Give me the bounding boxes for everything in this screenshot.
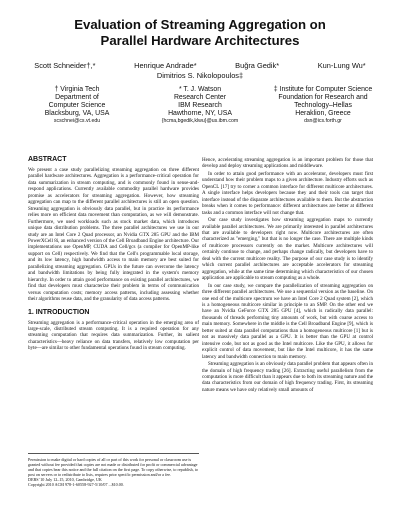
- body-paragraph: Hence, accelerating streaming aggregation is an important problem for those that develop and deploy streaming applications and middleware.: [202, 157, 373, 170]
- affil-line: † Virginia Tech: [54, 86, 100, 93]
- body-paragraph: In our case study, we compare the parallelization of streaming aggregation on three different parallel architectures. We use a sequential version as the baseline. On one end of the multicore spectrum we have an Intel Core 2 Quad system [2], which is a homogeneous multicore similar in principle to an SMP. On the other end we have an Nvidia GeForce GTX 285 GPU [4], which is radically data parallel: thousands of threads performing tiny amounts of work, but with coarse access to main memory. Somewhere in the middle is the Cell Broadband Engine [9], which is better suited at data parallel computations than a homogeneous multicore [1] but is not as massively data parallel as a GPU. It is better than the GPU at control intensive code, but not as good as the Intel multicore. Like the GPU, it allows for explicit control of data movement, but like the Intel multicore, it has the same latency and bandwidth connection to main memory.: [202, 282, 373, 360]
- right-column: [202, 157, 373, 394]
- copyright-notice: [28, 453, 199, 488]
- author-4: Kun-Lung Wu*: [317, 61, 366, 70]
- body-paragraph: In order to attain good performance with an accelerator, developers must first understand how their problem maps to a given architecture. Industry efforts such as OpenCL [17] try to corner a common interface for different multicore architectures. A single interface helps developers because they and their tools can target that interface instead of the disparate architectures available to them. But the abstraction breaks when it comes to performance: different architectures are better at different tasks and a common interface will not change that.: [202, 170, 373, 216]
- paper-title: [0, 17, 400, 48]
- affil-line: Department of: [55, 94, 99, 102]
- affiliation-ibm: [141, 86, 259, 125]
- author-1: Scott Schneider†,*: [34, 61, 96, 70]
- author-2: Henrique Andrade*: [134, 61, 197, 70]
- affil-line: Heraklion, Greece: [295, 110, 351, 118]
- affil-line: * T. J. Watson: [178, 86, 222, 93]
- authors-row-1: [15, 61, 385, 70]
- author-5: Dimitrios S. Nikolopoulos‡: [156, 71, 244, 80]
- affil-line: IBM Research: [178, 102, 222, 110]
- affil-line: Foundation for Research and: [278, 94, 368, 102]
- intro-paragraph: Streaming aggregation is a performance-critical operation in the emerging area of large-scale, distributed stream computing. It is a required operation for any streaming computation that requires data summarization. Further, its salient characteristics—heavy reliance on data transfers, relatively low computation per byte—are similar to other fundamental operations found in stream computing.: [28, 319, 199, 352]
- affil-line: Blacksburg, VA, USA: [44, 110, 110, 118]
- affil-line: Hawthorne, NY, USA: [168, 110, 232, 118]
- affil-line: Technology–Hellas: [294, 102, 352, 110]
- affil-line: Computer Science: [48, 102, 106, 110]
- title-line-2: Parallel Hardware Architectures: [100, 32, 300, 48]
- body-paragraph: Streaming aggregation is an obviously data parallel problem that appears often in the domain of high frequency trading [26]. Extracting useful parallelism from the computation is more difficult than it appears due to both its streaming nature and the data characteristics from our domain of high frequency trading. First, its streaming nature means we have only relatively small amounts of: [202, 361, 373, 393]
- abstract-text: We present a case study parallelizing streaming aggregation on three different parallel hardware architectures. Aggregation is a performance-critical operation for data summarization in stream computing, and is commonly found in sense-and-respond applications. Currently available commodity parallel hardware provides promise as accelerators for streaming aggregation. However, how streaming aggregation can map to the different parallel architectures is still an open question. Streaming aggregation is obviously data parallel, but in practice its performance relies more on efficient data movement than computation, as we will demonstrate. Furthermore, we used workloads such as stock market data, which introduces unique data distribution problems. The three parallel architectures we use in our study are an Intel Core 2 Quad processor, an Nvidia GTX 285 GPU and the IBM PowerXCell 8i, an enhanced version of the Cell Broadband Engine architecture. Our implementations use OpenMP, CUDA and Cell/gcs (a compiler for OpenMP-like support on Cell) respectively. We find that the Cell's programmable local storage, and its low latency, high bandwidth access to main memory are best suited for parallelizing streaming aggregation. GPUs in the future can overcome the latency and bandwidth limitations by being fully integrated in the system's memory hierarchy. In order to attain good performance on existing parallel architectures, we find that developers must characterize their problem in terms of communication versus computation costs; memory access patterns, including assessing whether their algorithms reuse data, and the granularity of data access patterns.: [28, 167, 199, 303]
- author-3: Buğra Gedik*: [235, 61, 280, 70]
- affil-email: dsn@ics.forth.gr: [304, 118, 342, 125]
- affil-line: ‡ Institute for Computer Science: [273, 86, 373, 93]
- affiliations: [18, 86, 382, 125]
- body-paragraph: Our case study investigates how streaming aggregation maps to currently available parallel architectures. We are primarily interested in parallel architectures that are available to developers right now. Multicore architectures are often characterized as "emerging," but that is no longer the case. There are multiple kinds of multicore processors currently on the market. Multicore architectures will certainly continue to change, and perhaps change radically, but developers have to deal with the current multicore reality. The purpose of our case study is to identify which current parallel architectures are acceptable accelerators for streaming aggregation, while at the same time determining which characteristics of our chosen application are applicable to stream computing as a whole.: [202, 217, 373, 282]
- affiliation-virginia-tech: [18, 86, 136, 125]
- affil-email: scschnei@cs.vt.edu: [53, 118, 101, 125]
- affil-email: {hcma,bgedik,klwu}@us.ibm.com: [161, 118, 239, 125]
- copyright-line: Copyright 2010 ACM 978-1-60558-927-5/10/07 ...$10.00.: [28, 482, 124, 488]
- abstract-heading: ABSTRACT: [28, 156, 67, 163]
- introduction-heading: 1. INTRODUCTION: [28, 308, 90, 316]
- affiliation-forth: [264, 86, 382, 125]
- conference-line: DEBS '10 July 12–15, 2010, Cambridge, UK: [28, 477, 102, 483]
- left-column: [28, 155, 199, 353]
- title-line-1: Evaluation of Streaming Aggregation on: [74, 17, 326, 32]
- affil-line: Research Center: [173, 94, 227, 102]
- permission-text: Permission to make digital or hard copies of all or part of this work for personal or classroom use is granted without fee provided that copies are not made or distributed for profit or commercial advantage and that copies bear this notice and the full citation on the first page. To copy otherwise, to republish, to post on servers or to redistribute to lists, requires prior specific permission and/or a fee.: [28, 457, 198, 478]
